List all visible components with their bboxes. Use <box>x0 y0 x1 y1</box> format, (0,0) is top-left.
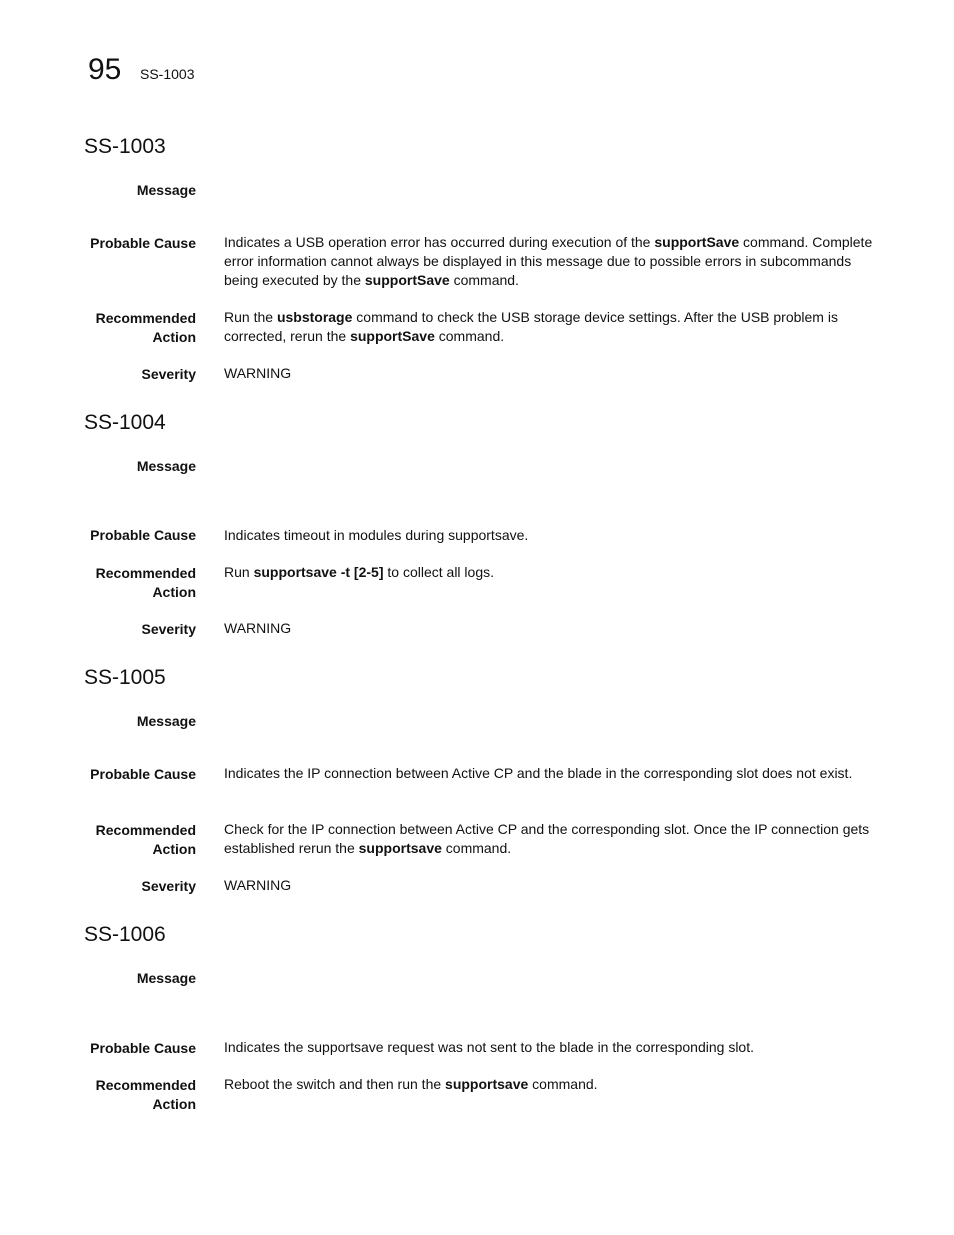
recommended-action-text: Run supportsave -t [2-5] to collect all logs. <box>224 564 494 580</box>
probable-cause-label: Probable Cause <box>90 766 196 782</box>
section-title-ss-1003: SS-1003 <box>84 135 166 158</box>
recommended-action-label: Recommended Action <box>95 1077 196 1112</box>
recommended-action-text: Run the usbstorage command to check the USB storage device settings. After the USB problem is corrected, rerun the supportSave command. <box>224 309 838 344</box>
message-label: Message <box>136 182 196 198</box>
message-label: Message <box>136 458 196 474</box>
command-name: supportSave <box>364 272 450 288</box>
probable-cause-text: Indicates a USB operation error has occurred during execution of the supportSave command. Complete error information cannot always be displayed in this message due to possible errors in subcommands being executed by the supportSave command. <box>224 234 873 288</box>
section-title-ss-1006: SS-1006 <box>84 923 166 946</box>
recommended-action-text: Reboot the switch and then run the supportsave command. <box>224 1076 598 1092</box>
message-label: Message <box>136 713 196 729</box>
command-name: supportSave <box>350 328 435 344</box>
command-name: supportsave <box>445 1076 529 1092</box>
running-title: SS-1003 <box>140 66 195 82</box>
probable-cause-label: Probable Cause <box>90 527 196 543</box>
probable-cause-text: Indicates timeout in modules during supportsave. <box>224 527 529 543</box>
command-name: supportsave <box>358 840 442 856</box>
severity-value: WARNING <box>224 877 292 893</box>
severity-label: Severity <box>141 621 196 637</box>
severity-value: WARNING <box>224 620 292 636</box>
command-name: supportSave <box>654 234 740 250</box>
recommended-action-label: Recommended Action <box>95 822 196 857</box>
probable-cause-text: Indicates the IP connection between Active CP and the blade in the corresponding slot does not exist. <box>224 765 853 781</box>
severity-label: Severity <box>141 366 196 382</box>
recommended-action-text: Check for the IP connection between Active CP and the corresponding slot. Once the IP connection gets established rerun the supportsave command. <box>224 821 870 856</box>
chapter-number: 95 <box>88 53 122 86</box>
section-title-ss-1005: SS-1005 <box>84 666 166 689</box>
message-label: Message <box>136 970 196 986</box>
recommended-action-label: Recommended Action <box>95 310 196 345</box>
section-title-ss-1004: SS-1004 <box>84 411 166 434</box>
probable-cause-label: Probable Cause <box>90 1040 196 1056</box>
recommended-action-label: Recommended Action <box>95 565 196 600</box>
probable-cause-text: Indicates the supportsave request was not sent to the blade in the corresponding slot. <box>224 1039 754 1055</box>
command-name: usbstorage <box>276 309 353 325</box>
command-name: supportsave -t [2-5] <box>253 564 384 580</box>
probable-cause-label: Probable Cause <box>90 235 196 251</box>
severity-label: Severity <box>141 878 196 894</box>
severity-value: WARNING <box>224 365 292 381</box>
